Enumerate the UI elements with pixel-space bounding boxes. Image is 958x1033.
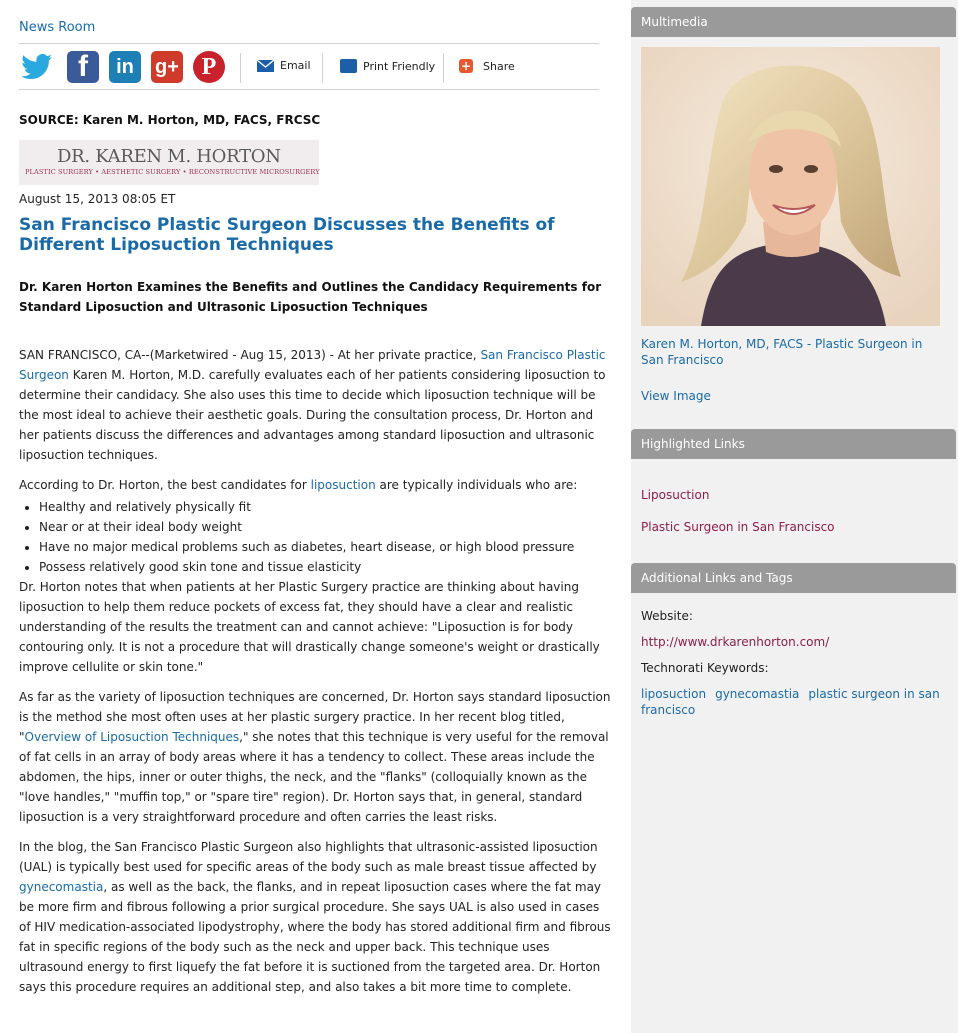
divider [19, 43, 599, 44]
text: ," she notes that this technique is very useful for the removal of fat cells in an array of body areas where it has a tendency to collect. These areas include the abdomen, the hips, inner or outer thighs, the neck, and the "flanks" (colloquially known as the "love handles," "muffin top," or "spare tire" region). Dr. Horton says that, in general, standard liposuction is a very straightforward procedure and often carries the least risks. [19, 730, 609, 824]
email-button[interactable] [257, 59, 311, 72]
keyword-plastic-surgeon-link[interactable]: plastic surgeon in san francisco [641, 687, 940, 717]
sidebar [631, 0, 958, 1033]
text: , as well as the back, the flanks, and in repeat liposuction cases where the fat may be more firm and fibrous following a prior surgical procedure. She says UAL is also used in cases of HIV medication-associated lipodystrophy, where the body has stored additional firm and fibrous fat in specific regions of the body such as the neck and upper back. This technique uses ultrasound energy to first liquefy the fat before it is suctioned from the targeted area. Dr. Horton says this procedure requires an additional step, and also takes a bit more time to complete. [19, 880, 611, 994]
article-subhead: Dr. Karen Horton Examines the Benefits and Outlines the Candidacy Requirements for Standard Liposuction and Ultrasonic Liposuction Techniques [19, 280, 602, 314]
text: In the blog, the San Francisco Plastic Surgeon also highlights that ultrasonic-assisted liposuction (UAL) is typically best used for specific areas of the body such as male breast tissue affected by [19, 840, 598, 874]
text: SAN FRANCISCO, CA--(Marketwired - Aug 15, 2013) - At her private practice, [19, 348, 481, 362]
list-item: • Healthy and relatively physically fit [39, 497, 611, 517]
pinterest-icon[interactable]: P [193, 51, 225, 83]
additional-links-header: Additional Links and Tags [631, 563, 956, 593]
text: According to Dr. Horton, the best candidates for [19, 478, 311, 492]
portrait-photo[interactable] [641, 47, 940, 326]
share-label: Share [483, 59, 515, 73]
text: are typically individuals who are: [375, 478, 578, 492]
paragraph: Dr. Horton notes that when patients at her Plastic Surgery practice are thinking about having liposuction to help them reduce pockets of excess fat, they should have a clear and realistic understanding of the results the treatment can and cannot achieve: "Liposuction is for body contouring only. It is not a procedure that will drastically change someone's weight or drastically improve cellulite or skin tone." [19, 580, 600, 674]
san-francisco-plastic-surgeon-link[interactable]: San Francisco Plastic Surgeon [19, 348, 606, 382]
keywords-label: Technorati Keywords: [641, 661, 769, 675]
printer-icon [340, 59, 357, 73]
logo-name: DR. KAREN M. HORTON [57, 146, 281, 167]
candidate-list [19, 497, 611, 577]
liposuction-sidebar-link[interactable]: Liposuction [641, 488, 710, 502]
article-body [19, 345, 611, 1007]
text: Karen M. Horton, M.D. carefully evaluates each of her patients considering liposuction to determine their candidacy. She also uses this time to decide which liposuction technique will be the most ideal to achieve their aesthetic goals. During the consultation process, Dr. Horton and her patients discuss the differences and advantages among standard liposuction and ultrasonic liposuction techniques. [19, 368, 606, 462]
list-item: • Have no major medical problems such as diabetes, heart disease, or high blood pressure [39, 537, 611, 557]
logo-tagline: PLASTIC SURGERY • AESTHETIC SURGERY • RECONSTRUCTIVE MICROSURGERY [25, 168, 320, 176]
source-line: SOURCE: Karen M. Horton, MD, FACS, FRCSC [19, 113, 321, 127]
paragraph [19, 475, 611, 495]
view-image-link[interactable]: View Image [641, 389, 711, 403]
envelope-icon [257, 60, 274, 72]
divider [240, 53, 241, 83]
keyword-tags [641, 686, 941, 718]
divider [443, 53, 444, 83]
share-button[interactable] [459, 59, 515, 73]
email-label: Email [280, 59, 311, 72]
divider [19, 89, 599, 90]
google-plus-icon[interactable]: g+ [151, 51, 183, 83]
overview-of-liposuction-techniques-link[interactable]: Overview of Liposuction Techniques [24, 730, 240, 744]
photo-caption-link[interactable]: Karen M. Horton, MD, FACS - Plastic Surgeon in San Francisco [641, 337, 923, 367]
keyword-liposuction-link[interactable]: liposuction [641, 687, 707, 701]
paragraph [19, 837, 611, 997]
website-label: Website: [641, 609, 693, 623]
plastic-surgeon-sidebar-link[interactable]: Plastic Surgeon in San Francisco [641, 520, 835, 534]
list-item: • Possess relatively good skin tone and tissue elasticity [39, 557, 611, 577]
twitter-icon[interactable] [21, 51, 53, 83]
share-bar [19, 49, 599, 89]
article-headline: San Francisco Plastic Surgeon Discusses the Benefits of Different Liposuction Techniques [19, 215, 555, 255]
facebook-icon[interactable]: f [67, 51, 99, 83]
paragraph [19, 345, 611, 465]
publish-date: August 15, 2013 08:05 ET [19, 192, 176, 206]
list-item: • Near or at their ideal body weight [39, 517, 611, 537]
gynecomastia-link[interactable]: gynecomastia [19, 880, 104, 894]
linkedin-icon[interactable]: in [109, 51, 141, 83]
paragraph [19, 687, 611, 827]
plus-icon: + [460, 59, 472, 73]
keyword-gynecomastia-link[interactable]: gynecomastia [715, 687, 800, 701]
print-friendly-button[interactable] [340, 59, 435, 73]
highlighted-links-header: Highlighted Links [631, 429, 956, 459]
liposuction-link[interactable]: liposuction [310, 478, 376, 492]
text: As far as the variety of liposuction techniques are concerned, Dr. Horton says standard liposuction is the method she most often uses at her plastic surgery practice. In her recent blog titled, " [19, 690, 611, 744]
multimedia-header: Multimedia [631, 7, 956, 37]
company-logo [19, 140, 319, 185]
divider [322, 53, 323, 83]
print-label: Print Friendly [363, 59, 436, 73]
newsroom-link[interactable]: News Room [19, 20, 96, 35]
website-link[interactable]: http://www.drkarenhorton.com/ [641, 635, 830, 649]
